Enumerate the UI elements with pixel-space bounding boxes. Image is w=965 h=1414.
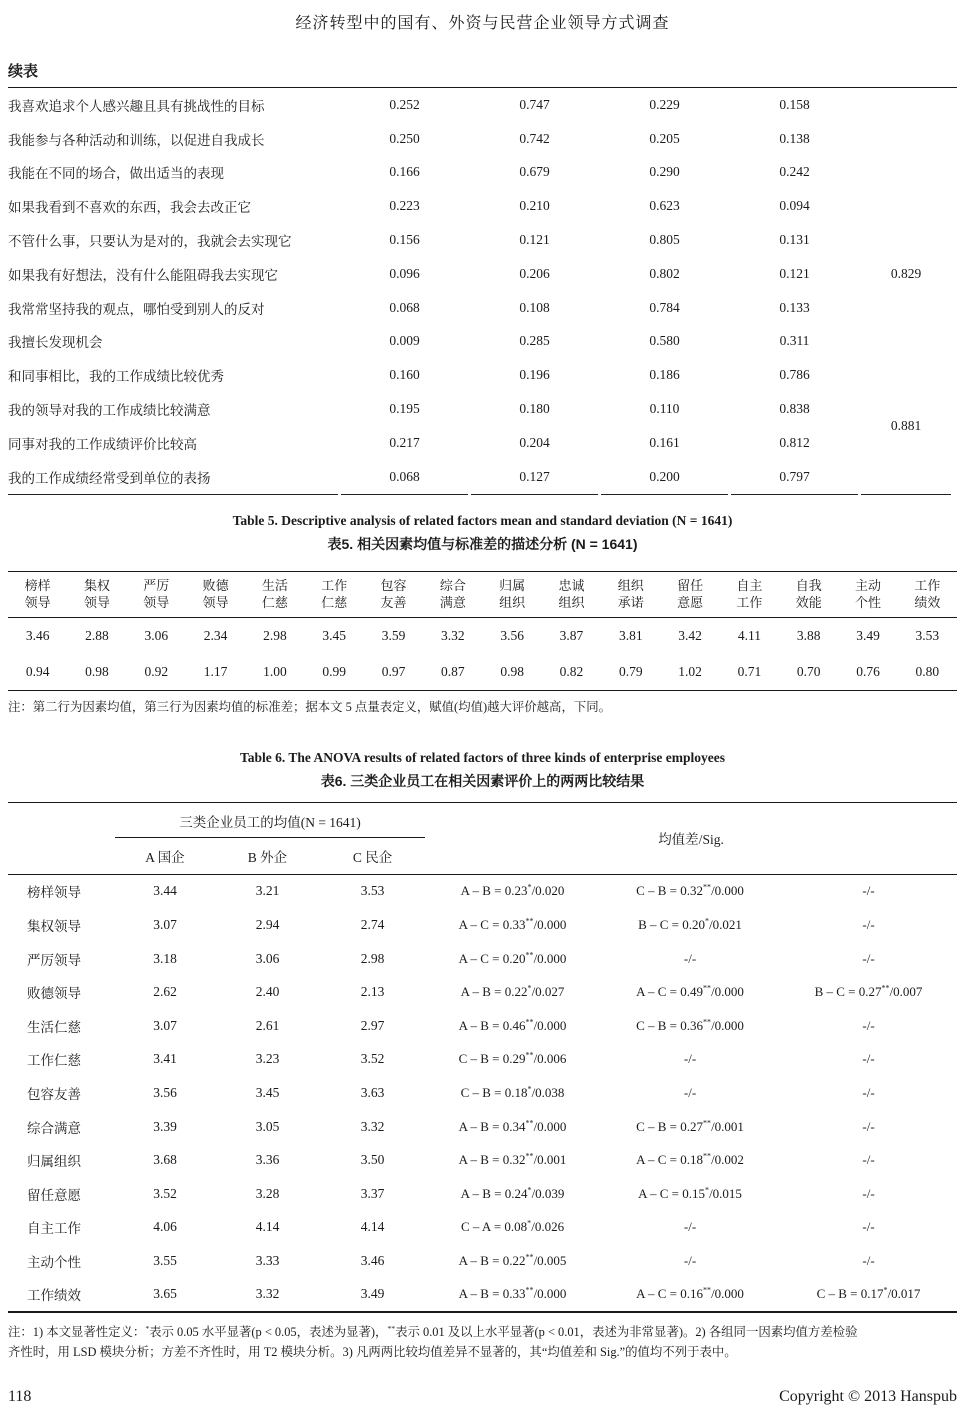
factor-name-cell: 留任意愿 (27, 1187, 81, 1203)
sd-value-cell: 0.87 (441, 663, 465, 679)
table-row (8, 975, 957, 1009)
table-row (8, 156, 951, 190)
item-label-cell: 如果我有好想法，没有什么能阻碍我去实现它 (8, 267, 278, 283)
loading-value-cell: 0.311 (779, 333, 810, 349)
loading-value-cell: 0.205 (649, 130, 680, 146)
table-row (8, 460, 951, 495)
alpha-empty-cell (861, 460, 951, 495)
loading-value-cell: 0.784 (649, 299, 680, 315)
factor-column-header: 生活 仁慈 (261, 577, 288, 610)
loading-value-cell: 0.679 (519, 164, 550, 180)
comparison-cell: A – B = 0.46**/0.000 (458, 1017, 567, 1033)
mean-value-cell: 3.23 (255, 1051, 280, 1067)
mean-value-cell: 3.44 (153, 883, 177, 899)
anova-comparison-table (8, 802, 957, 1314)
loading-value-cell: 0.186 (649, 367, 680, 383)
mean-value-cell: 3.32 (255, 1286, 280, 1302)
comparison-cell: A – B = 0.32**/0.001 (458, 1151, 567, 1168)
loading-value-cell: 0.160 (389, 367, 420, 383)
loading-value-cell: 0.196 (519, 367, 550, 383)
comparison-cell: -/- (862, 916, 875, 932)
loading-value-cell: 0.094 (779, 198, 810, 214)
factor-column-header: 榜样 领导 (24, 577, 51, 610)
mean-value-cell: 2.40 (255, 984, 280, 1000)
loading-value-cell: 0.009 (389, 333, 420, 349)
loading-value-cell: 0.223 (389, 198, 420, 214)
mean-value-cell: 2.62 (153, 984, 177, 1000)
loading-value-cell: 0.747 (519, 96, 550, 112)
table-row (8, 874, 957, 908)
sd-value-cell: 0.71 (737, 663, 762, 679)
table6-title-en: Table 6. The ANOVA results of related factors of three kinds of enterprise employees (240, 749, 725, 765)
table6-note-line1: 注：1) 本文显著性定义：*表示 0.05 水平显著(p < 0.05，表述为显著)，**表示 0.01 及以上水平显著(p < 0.01，表述为非常显著)。2) 各组同一因素均值方差检验 (8, 1324, 858, 1340)
factor-name-cell: 工作绩效 (27, 1288, 81, 1304)
sd-value-cell: 1.17 (203, 663, 228, 679)
table6-note-line2: 齐性时，用 LSD 模块分析；方差不齐性时，用 T2 模块分析。3) 凡两两比较均值差异不显著的，其“均值差和 Sig.”的值均不列于表中。 (8, 1345, 737, 1360)
factor-column-header: 败德 领导 (202, 577, 229, 610)
comparison-cell: C – B = 0.36**/0.000 (636, 1017, 744, 1033)
mean-value-cell: 3.88 (796, 627, 821, 643)
sd-value-cell: 0.80 (915, 663, 940, 679)
loading-value-cell: 0.180 (519, 401, 550, 417)
factor-name-cell: 主动个性 (27, 1254, 81, 1270)
comparison-cell: C – B = 0.17*/0.017 (816, 1286, 921, 1302)
item-label-cell: 我喜欢追求个人感兴趣且具有挑战性的目标 (8, 98, 265, 114)
comparison-cell: C – B = 0.18*/0.038 (460, 1084, 565, 1100)
comparison-cell: A – C = 0.49**/0.000 (636, 983, 744, 1000)
mean-value-cell: 3.33 (255, 1252, 280, 1268)
loading-value-cell: 0.121 (519, 232, 550, 248)
mean-value-cell: 3.42 (678, 627, 702, 643)
mean-value-cell: 3.68 (153, 1152, 177, 1168)
comparison-cell: A – B = 0.22*/0.027 (460, 983, 565, 1000)
item-label-cell: 同事对我的工作成绩评价比较高 (8, 436, 197, 452)
table6-title-zh: 表6. 三类企业员工在相关因素评价上的两两比较结果 (320, 772, 645, 789)
factor-name-cell: 包容友善 (27, 1086, 81, 1102)
sd-value-cell: 1.02 (678, 663, 702, 679)
mean-value-cell: 3.56 (500, 627, 524, 643)
item-label-cell: 我的领导对我的工作成绩比较满意 (8, 403, 211, 419)
table-row (8, 88, 951, 122)
comparison-cell: -/- (683, 1051, 697, 1067)
means-row (8, 617, 957, 654)
comparison-cell: -/- (862, 1051, 875, 1067)
item-label-cell: 如果我看到不喜欢的东西，我会去改正它 (8, 200, 251, 216)
loading-value-cell: 0.195 (389, 401, 420, 417)
loading-value-cell: 0.805 (649, 232, 680, 248)
mean-value-cell: 2.88 (85, 627, 109, 643)
table-row (8, 908, 957, 942)
table-header-row (8, 571, 957, 617)
mean-value-cell: 3.18 (153, 950, 177, 966)
factor-column-header: 自我 效能 (795, 577, 822, 610)
loading-value-cell: 0.285 (519, 333, 550, 349)
page-number: 118 (8, 1388, 32, 1406)
factor-name-cell: 败德领导 (27, 986, 81, 1002)
mean-value-cell: 3.55 (153, 1252, 177, 1268)
loading-value-cell: 0.217 (389, 434, 420, 450)
factor-column-header: 严厉 领导 (143, 577, 170, 610)
table-row (8, 1110, 957, 1144)
factor-column-header: 集权 领导 (83, 577, 110, 610)
loading-value-cell: 0.121 (779, 265, 810, 281)
loading-value-cell: 0.158 (779, 96, 810, 112)
loading-value-cell: 0.161 (649, 434, 680, 450)
mean-value-cell: 3.52 (360, 1051, 385, 1067)
comparison-cell: A – B = 0.23*/0.020 (460, 883, 565, 899)
mean-value-cell: 3.32 (441, 627, 465, 643)
mean-value-cell: 2.98 (360, 950, 385, 966)
loading-value-cell: 0.797 (731, 460, 858, 495)
loading-value-cell: 0.206 (519, 265, 550, 281)
factor-column-header: 工作 仁慈 (321, 577, 348, 610)
factor-name-cell: 自主工作 (27, 1221, 81, 1237)
loading-value-cell: 0.068 (341, 460, 468, 495)
loading-value-cell: 0.110 (649, 401, 680, 417)
comparison-cell: A – C = 0.15*/0.015 (638, 1185, 742, 1201)
table-row (8, 1143, 957, 1177)
alpha-value-cell: 0.881 (890, 417, 922, 433)
mean-value-cell: 3.05 (255, 1118, 280, 1134)
comparison-cell: A – C = 0.16**/0.000 (636, 1286, 744, 1302)
mean-value-cell: 3.87 (559, 627, 584, 643)
comparison-cell: A – C = 0.18**/0.002 (636, 1151, 744, 1168)
factor-column-header: 组织 承诺 (617, 577, 644, 610)
loading-value-cell: 0.108 (519, 299, 550, 315)
sd-value-cell: 0.94 (25, 663, 50, 679)
document-page (8, 0, 957, 1406)
mean-value-cell: 3.49 (360, 1286, 385, 1302)
sd-value-cell: 0.92 (144, 663, 169, 679)
mean-value-cell: 3.45 (322, 627, 347, 643)
comparison-cell: C – B = 0.29**/0.006 (458, 1051, 567, 1067)
alpha-empty-cell (861, 88, 951, 122)
table-row (8, 1278, 957, 1313)
table-row (8, 392, 951, 426)
factor-column-header: 归属 组织 (499, 577, 526, 610)
table-row (8, 1009, 957, 1043)
mean-value-cell: 2.97 (360, 1017, 385, 1033)
mean-value-cell: 3.81 (618, 627, 643, 643)
loading-value-cell: 0.210 (519, 198, 550, 214)
loading-value-cell: 0.742 (519, 130, 550, 146)
factor-name-cell: 榜样领导 (27, 885, 81, 901)
mean-value-cell: 3.52 (153, 1185, 177, 1201)
table-row (8, 942, 957, 976)
mean-value-cell: 3.49 (856, 627, 880, 643)
table5-caption (8, 510, 957, 556)
page-title: 经济转型中的国有、外资与民营企业领导方式调查 (295, 15, 670, 32)
mean-value-cell: 3.07 (153, 1017, 177, 1033)
mean-value-cell: 2.94 (255, 916, 280, 932)
item-label-cell: 我能在不同的场合，做出适当的表现 (8, 166, 224, 182)
comparison-cell: A – C = 0.33**/0.000 (458, 916, 567, 932)
sd-value-cell: 0.70 (796, 663, 821, 679)
loading-value-cell: 0.802 (649, 265, 680, 281)
loading-value-cell: 0.623 (649, 198, 680, 214)
factor-column-header (8, 802, 115, 874)
comparison-cell: -/- (683, 1252, 697, 1268)
alpha-empty-cell (861, 122, 951, 156)
comparison-cell: A – B = 0.33**/0.000 (458, 1286, 567, 1302)
factor-column-header: 包容 友善 (380, 577, 407, 610)
factor-name-cell: 生活仁慈 (27, 1019, 81, 1035)
mean-value-cell: 3.59 (381, 627, 406, 643)
table-row (8, 1076, 957, 1110)
mean-value-cell: 2.13 (360, 984, 385, 1000)
alpha-empty-cell (861, 325, 951, 359)
loading-value-cell: 0.838 (779, 401, 810, 417)
descriptive-stats-table (8, 571, 957, 691)
mean-difference-header: 均值差/Sig. (658, 832, 724, 848)
comparison-cell: B – C = 0.27**/0.007 (814, 983, 923, 1000)
comparison-cell: C – A = 0.08*/0.026 (460, 1218, 565, 1235)
comparison-cell: A – B = 0.34**/0.000 (458, 1118, 567, 1134)
alpha-value-cell: 0.829 (890, 265, 922, 281)
sds-row (8, 654, 957, 691)
loading-value-cell: 0.290 (649, 164, 680, 180)
loading-value-cell: 0.131 (779, 232, 810, 248)
table-row (8, 1244, 957, 1278)
mean-value-cell: 4.14 (255, 1219, 280, 1235)
item-label-cell: 我的工作成绩经常受到单位的表扬 (8, 460, 338, 495)
mean-value-cell: 3.45 (255, 1084, 280, 1100)
loading-value-cell: 0.812 (779, 434, 810, 450)
table5-note: 注：第二行为因素均值，第三行为因素均值的标准差；据本文 5 点量表定义，赋值(均值)越大评价越高，下同。 (8, 699, 612, 714)
mean-value-cell: 4.14 (360, 1219, 385, 1235)
comparison-cell: -/- (862, 1185, 875, 1201)
comparison-cell: -/- (862, 883, 875, 899)
table-row (8, 325, 951, 359)
table-header-row (8, 802, 957, 837)
table-row (8, 1211, 957, 1245)
mean-value-cell: 3.53 (360, 883, 385, 899)
comparison-cell: -/- (862, 1219, 875, 1235)
continued-table-label: 续表 (8, 63, 39, 80)
group-means-header: 三类企业员工的均值(N = 1641) (115, 802, 425, 837)
page-footer (8, 1388, 957, 1406)
sd-value-cell: 0.82 (559, 663, 584, 679)
mean-value-cell: 3.46 (25, 627, 50, 643)
comparison-cell: -/- (862, 1252, 875, 1268)
loading-value-cell: 0.068 (389, 299, 420, 315)
alpha-empty-cell (861, 223, 951, 257)
item-label-cell: 和同事相比，我的工作成绩比较优秀 (8, 369, 224, 385)
factor-name-cell: 归属组织 (27, 1154, 81, 1170)
alpha-empty-cell (861, 358, 951, 392)
sd-value-cell: 1.00 (263, 663, 287, 679)
loading-value-cell: 0.127 (471, 460, 598, 495)
table-row (8, 358, 951, 392)
mean-value-cell: 3.50 (360, 1152, 385, 1168)
item-label-cell: 不管什么事，只要认为是对的，我就会去实现它 (8, 234, 292, 250)
comparison-cell: C – B = 0.32**/0.000 (636, 883, 744, 899)
loading-value-cell: 0.250 (389, 130, 420, 146)
loading-value-cell: 0.166 (389, 164, 420, 180)
factor-loadings-table (5, 88, 954, 495)
loading-value-cell: 0.138 (779, 130, 810, 146)
factor-name-cell: 综合满意 (27, 1120, 81, 1136)
factor-name-cell: 集权领导 (27, 918, 81, 934)
loading-value-cell: 0.242 (779, 164, 810, 180)
loading-value-cell: 0.133 (779, 299, 810, 315)
item-label-cell: 我常常坚持我的观点，哪怕受到别人的反对 (8, 301, 265, 317)
loading-value-cell: 0.204 (519, 434, 550, 450)
comparison-cell: -/- (862, 1118, 875, 1134)
table-row (8, 291, 951, 325)
factor-name-cell: 严厉领导 (27, 952, 81, 968)
mean-value-cell: 4.06 (153, 1219, 177, 1235)
factor-column-header: 忠诚 组织 (558, 577, 585, 610)
table-row (8, 257, 951, 291)
alpha-empty-cell (861, 291, 951, 325)
comparison-cell: -/- (862, 1084, 875, 1100)
item-label-cell: 我能参与各种活动和训练，以促进自我成长 (8, 132, 265, 148)
mean-value-cell: 3.28 (255, 1185, 280, 1201)
comparison-cell: -/- (862, 1017, 875, 1033)
sd-value-cell: 0.98 (500, 663, 524, 679)
factor-column-header: 主动 个性 (855, 577, 882, 610)
mean-value-cell: 3.32 (360, 1118, 385, 1134)
comparison-cell: A – C = 0.20**/0.000 (458, 950, 567, 966)
table5-title-en: Table 5. Descriptive analysis of related factors mean and standard deviation (N = 1641) (232, 512, 733, 528)
loading-value-cell: 0.252 (389, 96, 420, 112)
loading-value-cell: 0.200 (601, 460, 728, 495)
sd-value-cell: 0.76 (856, 663, 880, 679)
table-row (8, 1043, 957, 1077)
loading-value-cell: 0.096 (389, 265, 420, 281)
alpha-empty-cell (861, 189, 951, 223)
mean-value-cell: 3.41 (153, 1051, 177, 1067)
mean-value-cell: 3.46 (360, 1252, 385, 1268)
factor-column-header: 工作 绩效 (914, 577, 941, 610)
sd-value-cell: 0.98 (85, 663, 109, 679)
loading-value-cell: 0.580 (649, 333, 680, 349)
factor-column-header: 综合 满意 (439, 577, 466, 610)
mean-value-cell: 3.56 (153, 1084, 177, 1100)
column-header-foreign: B 外企 (247, 849, 288, 865)
mean-value-cell: 2.74 (360, 916, 385, 932)
comparison-cell: B – C = 0.20*/0.021 (638, 916, 742, 932)
alpha-empty-cell (861, 156, 951, 190)
mean-value-cell: 3.63 (360, 1084, 385, 1100)
sd-value-cell: 0.97 (381, 663, 406, 679)
table-row (8, 122, 951, 156)
column-header-soe: A 国企 (145, 849, 185, 865)
table-row (8, 1177, 957, 1211)
copyright-text: Copyright © 2013 Hanspub (779, 1388, 957, 1406)
table5-title-zh: 表5. 相关因素均值与标准差的描述分析 (N = 1641) (327, 535, 638, 552)
item-label-cell: 我擅长发现机会 (8, 335, 103, 351)
loading-value-cell: 0.786 (779, 367, 810, 383)
mean-value-cell: 3.06 (144, 627, 169, 643)
mean-value-cell: 3.21 (255, 883, 280, 899)
comparison-cell: A – B = 0.22**/0.005 (458, 1252, 567, 1268)
column-header-private: C 民企 (352, 849, 393, 865)
mean-value-cell: 3.06 (255, 950, 280, 966)
comparison-cell: C – B = 0.27**/0.001 (636, 1118, 744, 1134)
factor-column-header: 留任 意愿 (677, 577, 704, 610)
mean-value-cell: 4.11 (737, 627, 761, 643)
comparison-cell: -/- (683, 950, 697, 966)
table6-caption (8, 747, 957, 793)
table-row (8, 426, 951, 460)
mean-value-cell: 3.36 (255, 1152, 280, 1168)
comparison-cell: A – B = 0.24*/0.039 (460, 1185, 565, 1201)
mean-value-cell: 3.53 (915, 627, 940, 643)
mean-value-cell: 3.39 (153, 1118, 177, 1134)
mean-value-cell: 3.07 (153, 916, 177, 932)
mean-value-cell: 3.65 (153, 1286, 177, 1302)
mean-value-cell: 2.98 (263, 627, 287, 643)
factor-name-cell: 工作仁慈 (27, 1053, 81, 1069)
comparison-cell: -/- (862, 950, 875, 966)
loading-value-cell: 0.229 (649, 96, 680, 112)
comparison-cell: -/- (862, 1152, 875, 1168)
comparison-cell: -/- (683, 1219, 697, 1235)
sd-value-cell: 0.79 (618, 663, 643, 679)
factor-column-header: 自主 工作 (736, 577, 763, 610)
comparison-cell: -/- (683, 1084, 697, 1100)
mean-value-cell: 2.34 (203, 627, 228, 643)
loading-value-cell: 0.156 (389, 232, 420, 248)
table-row (8, 223, 951, 257)
mean-value-cell: 2.61 (255, 1017, 280, 1033)
mean-value-cell: 3.37 (360, 1185, 385, 1201)
table-row (8, 189, 951, 223)
sd-value-cell: 0.99 (322, 663, 347, 679)
